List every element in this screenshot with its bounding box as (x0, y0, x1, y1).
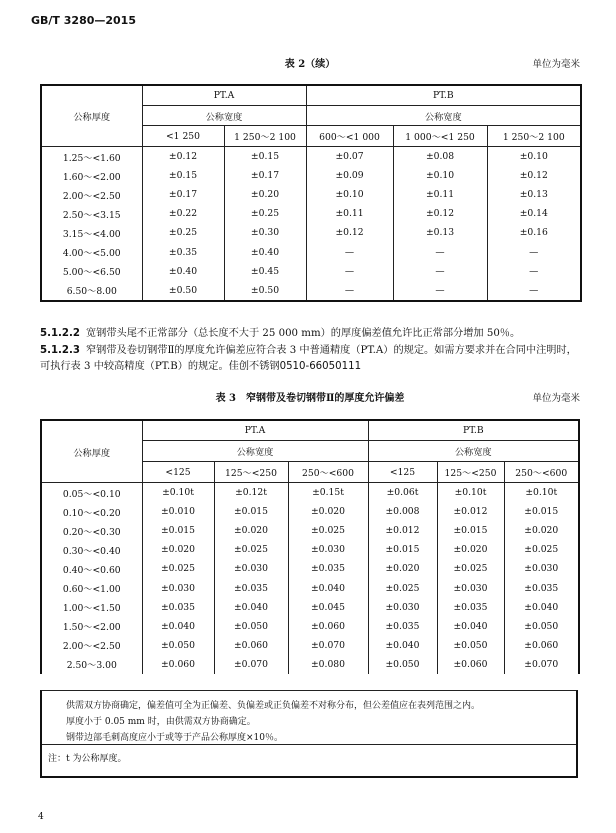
table3-tolerance-cell: ±0.035 (368, 617, 437, 636)
table3-tolerance-cell: ±0.012 (437, 502, 504, 521)
table2-caption (40, 55, 580, 71)
table2-tolerance-cell: ±0.17 (142, 185, 224, 204)
table2-row-header: 公称厚度 (41, 85, 142, 147)
table3-row (41, 540, 579, 559)
table3-tolerance-cell: ±0.025 (214, 540, 288, 559)
table3-tolerance-cell: ±0.030 (288, 540, 368, 559)
table3-thickness-cell: 0.10～<0.20 (41, 502, 142, 521)
table2-tolerance-cell: ±0.12 (142, 147, 224, 167)
table2-row (41, 185, 581, 204)
table2-tolerance-cell: — (306, 281, 393, 301)
table2-tolerance-cell: — (393, 262, 487, 281)
table2-row (41, 204, 581, 223)
table3-tolerance-cell: ±0.040 (214, 598, 288, 617)
table3-tolerance-cell: ±0.030 (214, 559, 288, 578)
table2-width-label-b: 公称宽度 (306, 106, 581, 126)
table3-note: 厚度小于 0.05 mm 时，由供需双方协商确定。 (66, 717, 256, 727)
table3-tolerance-cell: ±0.025 (142, 559, 214, 578)
table2-thickness-cell: 2.50～<3.15 (41, 204, 142, 223)
table3-tolerance-cell: ±0.080 (288, 655, 368, 674)
table3-width-label-a: 公称宽度 (142, 441, 368, 462)
table3 (40, 419, 580, 674)
table2-row (41, 281, 581, 301)
table3-tolerance-cell: ±0.15t (288, 483, 368, 503)
table2-tolerance-cell: ±0.08 (393, 147, 487, 167)
table2-tolerance-cell: ±0.22 (142, 204, 224, 223)
table2-row (41, 262, 581, 281)
table2-width-col: 1 000～<1 250 (393, 126, 487, 147)
table3-width-col: 250～<600 (288, 462, 368, 483)
table3-footnote: 注：t 为公称厚度。 (48, 754, 127, 764)
table2-tolerance-cell: ±0.25 (142, 223, 224, 242)
table3-width-col: <125 (142, 462, 214, 483)
table3-thickness-cell: 2.00～<2.50 (41, 636, 142, 655)
table3-tolerance-cell: ±0.030 (142, 578, 214, 597)
table3-tolerance-cell: ±0.020 (368, 559, 437, 578)
table3-thickness-cell: 0.30～<0.40 (41, 540, 142, 559)
standard-id: GB/T 3280—2015 (31, 14, 136, 27)
table3-tolerance-cell: ±0.020 (437, 540, 504, 559)
table2-thickness-cell: 1.60～<2.00 (41, 166, 142, 185)
clause-text: 窄钢带及卷切钢带Ⅱ的厚度允许偏差应符合表 3 中普通精度（PT.A）的规定。如需方要求并在合同中注明时，可执行表 3 中较高精度（PT.B）的规定。 (40, 345, 577, 372)
table2-width-col: <1 250 (142, 126, 224, 147)
table2-tolerance-cell: ±0.10 (393, 166, 487, 185)
table3-width-col: 125～<250 (214, 462, 288, 483)
table3-row (41, 521, 579, 540)
table3-notes (40, 690, 578, 778)
table2-thickness-cell: 6.50～8.00 (41, 281, 142, 301)
table3-tolerance-cell: ±0.015 (437, 521, 504, 540)
table2-tolerance-cell: ±0.16 (487, 223, 581, 242)
table2-width-col: 1 250～2 100 (224, 126, 306, 147)
table2-tolerance-cell: ±0.12 (487, 166, 581, 185)
table3-tolerance-cell: ±0.045 (288, 598, 368, 617)
table3-row-header: 公称厚度 (41, 420, 142, 483)
table2-tolerance-cell: — (393, 281, 487, 301)
table3-tolerance-cell: ±0.050 (214, 617, 288, 636)
table2-group-ptb: PT.B (306, 85, 581, 106)
table3-tolerance-cell: ±0.020 (288, 502, 368, 521)
vendor-ad-text: 佳创不锈钢0510-66050111 (228, 361, 362, 372)
table3-title: 表 3 窄钢带及卷切钢带Ⅱ的厚度允许偏差 (215, 393, 405, 404)
table3-note: 钢带边部毛刺高度应小于或等于产品公称厚度×10％。 (66, 733, 283, 743)
table3-thickness-cell: 1.00～<1.50 (41, 598, 142, 617)
table3-tolerance-cell: ±0.070 (504, 655, 579, 674)
table2-tolerance-cell: ±0.07 (306, 147, 393, 167)
table2-tolerance-cell: ±0.15 (142, 166, 224, 185)
table2-tolerance-cell: ±0.17 (224, 166, 306, 185)
table3-tolerance-cell: ±0.015 (214, 502, 288, 521)
table2-tolerance-cell: ±0.13 (487, 185, 581, 204)
table3-tolerance-cell: ±0.035 (288, 559, 368, 578)
table3-tolerance-cell: ±0.025 (437, 559, 504, 578)
table3-tolerance-cell: ±0.015 (368, 540, 437, 559)
table3-tolerance-cell: ±0.070 (288, 636, 368, 655)
table3-row (41, 483, 579, 503)
table3-tolerance-cell: ±0.060 (214, 636, 288, 655)
table3-tolerance-cell: ±0.050 (142, 636, 214, 655)
table2-row (41, 242, 581, 261)
table2-thickness-cell: 2.00～<2.50 (41, 185, 142, 204)
table2-thickness-cell: 4.00～<5.00 (41, 242, 142, 261)
table3-tolerance-cell: ±0.012 (368, 521, 437, 540)
table3-tolerance-cell: ±0.060 (288, 617, 368, 636)
table2-tolerance-cell: — (306, 242, 393, 261)
table2-thickness-cell: 1.25～<1.60 (41, 147, 142, 167)
page-number: 4 (38, 812, 44, 822)
table2-thickness-cell: 3.15～<4.00 (41, 223, 142, 242)
table3-thickness-cell: 0.20～<0.30 (41, 521, 142, 540)
table3-thickness-cell: 0.60～<1.00 (41, 578, 142, 597)
table2-tolerance-cell: ±0.25 (224, 204, 306, 223)
table3-tolerance-cell: ±0.060 (142, 655, 214, 674)
clause-number: 5.1.2.2 (40, 328, 80, 339)
table2-row (41, 166, 581, 185)
notes-divider (42, 744, 576, 745)
table3-tolerance-cell: ±0.050 (368, 655, 437, 674)
table3-tolerance-cell: ±0.050 (504, 617, 579, 636)
table3-tolerance-cell: ±0.020 (504, 521, 579, 540)
table3-tolerance-cell: ±0.035 (214, 578, 288, 597)
table3-tolerance-cell: ±0.015 (504, 502, 579, 521)
table2-tolerance-cell: ±0.50 (142, 281, 224, 301)
table2-tolerance-cell: ±0.10 (487, 147, 581, 167)
table3-thickness-cell: 2.50～3.00 (41, 655, 142, 674)
table3-tolerance-cell: ±0.040 (368, 636, 437, 655)
table2-tolerance-cell: ±0.40 (142, 262, 224, 281)
table3-tolerance-cell: ±0.070 (214, 655, 288, 674)
table2-tolerance-cell: — (487, 262, 581, 281)
table3-tolerance-cell: ±0.060 (437, 655, 504, 674)
table3-tolerance-cell: ±0.035 (142, 598, 214, 617)
table3-tolerance-cell: ±0.040 (288, 578, 368, 597)
table3-width-col: 125～<250 (437, 462, 504, 483)
table2-tolerance-cell: ±0.20 (224, 185, 306, 204)
table2-tolerance-cell: — (487, 281, 581, 301)
table3-group-ptb: PT.B (368, 420, 579, 441)
table3-tolerance-cell: ±0.040 (437, 617, 504, 636)
clause-text: 宽钢带头尾不正常部分（总长度不大于 25 000 mm）的厚度偏差值允许比正常部分增加 50％。 (85, 328, 521, 339)
table3-row (41, 598, 579, 617)
table2-unit: 单位为毫米 (532, 59, 580, 70)
table2-tolerance-cell: ±0.15 (224, 147, 306, 167)
table3-tolerance-cell: ±0.035 (437, 598, 504, 617)
table3-thickness-cell: 0.40～<0.60 (41, 559, 142, 578)
table2-tolerance-cell: ±0.30 (224, 223, 306, 242)
table3-note: 供需双方协商确定，偏差值可全为正偏差、负偏差或正负偏差不对称分布，但公差值应在表列范围之内。 (66, 701, 481, 711)
table2-tolerance-cell: ±0.09 (306, 166, 393, 185)
table2 (40, 84, 582, 302)
table3-tolerance-cell: ±0.040 (142, 617, 214, 636)
table3-tolerance-cell: ±0.030 (368, 598, 437, 617)
table3-tolerance-cell: ±0.030 (504, 559, 579, 578)
table2-width-col: 600～<1 000 (306, 126, 393, 147)
table3-tolerance-cell: ±0.008 (368, 502, 437, 521)
clause-number: 5.1.2.3 (40, 345, 80, 356)
clause-5-1-2-2 (40, 326, 580, 342)
table2-tolerance-cell: ±0.11 (393, 185, 487, 204)
table3-row (41, 617, 579, 636)
table2-title: 表 2（续） (284, 59, 336, 70)
table3-tolerance-cell: ±0.040 (504, 598, 579, 617)
table2-tolerance-cell: ±0.12 (393, 204, 487, 223)
table3-thickness-cell: 1.50～<2.00 (41, 617, 142, 636)
table3-tolerance-cell: ±0.10t (142, 483, 214, 503)
table3-tolerance-cell: ±0.060 (504, 636, 579, 655)
table3-width-label-b: 公称宽度 (368, 441, 579, 462)
table2-tolerance-cell: ±0.10 (306, 185, 393, 204)
clause-5-1-2-3 (40, 343, 580, 375)
table3-thickness-cell: 0.05～<0.10 (41, 483, 142, 503)
table2-tolerance-cell: ±0.40 (224, 242, 306, 261)
table3-tolerance-cell: ±0.025 (288, 521, 368, 540)
table3-tolerance-cell: ±0.10t (504, 483, 579, 503)
table3-width-col: <125 (368, 462, 437, 483)
table2-tolerance-cell: ±0.14 (487, 204, 581, 223)
table3-tolerance-cell: ±0.010 (142, 502, 214, 521)
table2-row (41, 147, 581, 167)
table3-row (41, 502, 579, 521)
table2-tolerance-cell: ±0.13 (393, 223, 487, 242)
table3-tolerance-cell: ±0.025 (504, 540, 579, 559)
table2-tolerance-cell: — (487, 242, 581, 261)
table2-row (41, 223, 581, 242)
table3-group-pta: PT.A (142, 420, 368, 441)
table2-tolerance-cell: ±0.50 (224, 281, 306, 301)
table3-row (41, 636, 579, 655)
table3-tolerance-cell: ±0.10t (437, 483, 504, 503)
table3-row (41, 578, 579, 597)
table3-tolerance-cell: ±0.015 (142, 521, 214, 540)
table2-width-col: 1 250～2 100 (487, 126, 581, 147)
table3-tolerance-cell: ±0.035 (504, 578, 579, 597)
table3-row (41, 655, 579, 674)
table3-tolerance-cell: ±0.050 (437, 636, 504, 655)
table2-tolerance-cell: ±0.12 (306, 223, 393, 242)
table2-tolerance-cell: ±0.45 (224, 262, 306, 281)
table2-thickness-cell: 5.00～<6.50 (41, 262, 142, 281)
table3-tolerance-cell: ±0.020 (142, 540, 214, 559)
table3-row (41, 559, 579, 578)
table3-tolerance-cell: ±0.030 (437, 578, 504, 597)
table2-tolerance-cell: — (393, 242, 487, 261)
table2-tolerance-cell: ±0.11 (306, 204, 393, 223)
table3-tolerance-cell: ±0.06t (368, 483, 437, 503)
table3-caption (40, 389, 580, 405)
table2-tolerance-cell: — (306, 262, 393, 281)
table3-unit: 单位为毫米 (532, 393, 580, 404)
table2-group-pta: PT.A (142, 85, 306, 106)
table2-tolerance-cell: ±0.35 (142, 242, 224, 261)
table3-tolerance-cell: ±0.12t (214, 483, 288, 503)
table3-tolerance-cell: ±0.025 (368, 578, 437, 597)
table3-tolerance-cell: ±0.020 (214, 521, 288, 540)
table3-width-col: 250～<600 (504, 462, 579, 483)
table2-width-label-a: 公称宽度 (142, 106, 306, 126)
